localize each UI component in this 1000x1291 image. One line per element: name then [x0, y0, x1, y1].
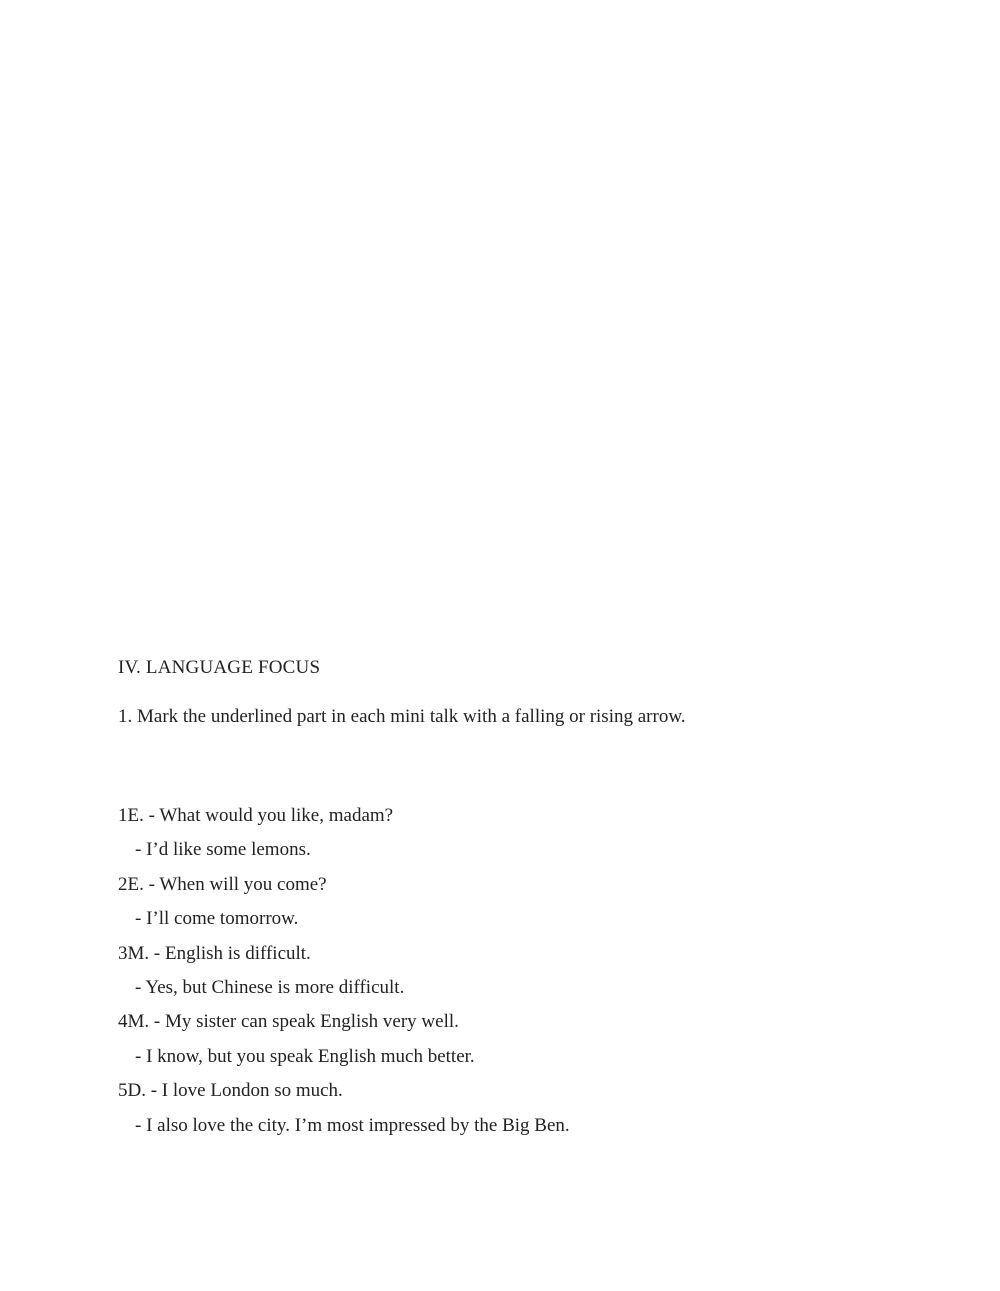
- mini-talk-2-prompt: 2E. - When will you come?: [118, 873, 327, 895]
- mini-talk-list: [118, 804, 918, 1148]
- mini-talk-1-reply: - I’d like some lemons.: [135, 839, 311, 861]
- mini-talk-2-reply: - I’ll come tomorrow.: [135, 908, 299, 930]
- mini-talk-1-prompt: 1E. - What would you like, madam?: [118, 805, 394, 826]
- mini-talk-4-prompt: 4M. - My sister can speak English very well.: [118, 1011, 459, 1033]
- section-heading: IV. LANGUAGE FOCUS: [118, 657, 321, 678]
- mini-talk-3-prompt: 3M. - English is difficult.: [118, 942, 311, 964]
- exercise-instruction: 1. Mark the underlined part in each mini talk with a falling or rising arrow.: [118, 706, 686, 727]
- mini-talk-3-reply: - Yes, but Chinese is more difficult.: [135, 976, 405, 998]
- mini-talk-4-reply: - I know, but you speak English much better.: [135, 1045, 475, 1067]
- mini-talk-5-prompt: 5D. - I love London so much.: [118, 1080, 343, 1102]
- mini-talk-5-reply: - I also love the city. I’m most impressed by the Big Ben.: [135, 1114, 570, 1136]
